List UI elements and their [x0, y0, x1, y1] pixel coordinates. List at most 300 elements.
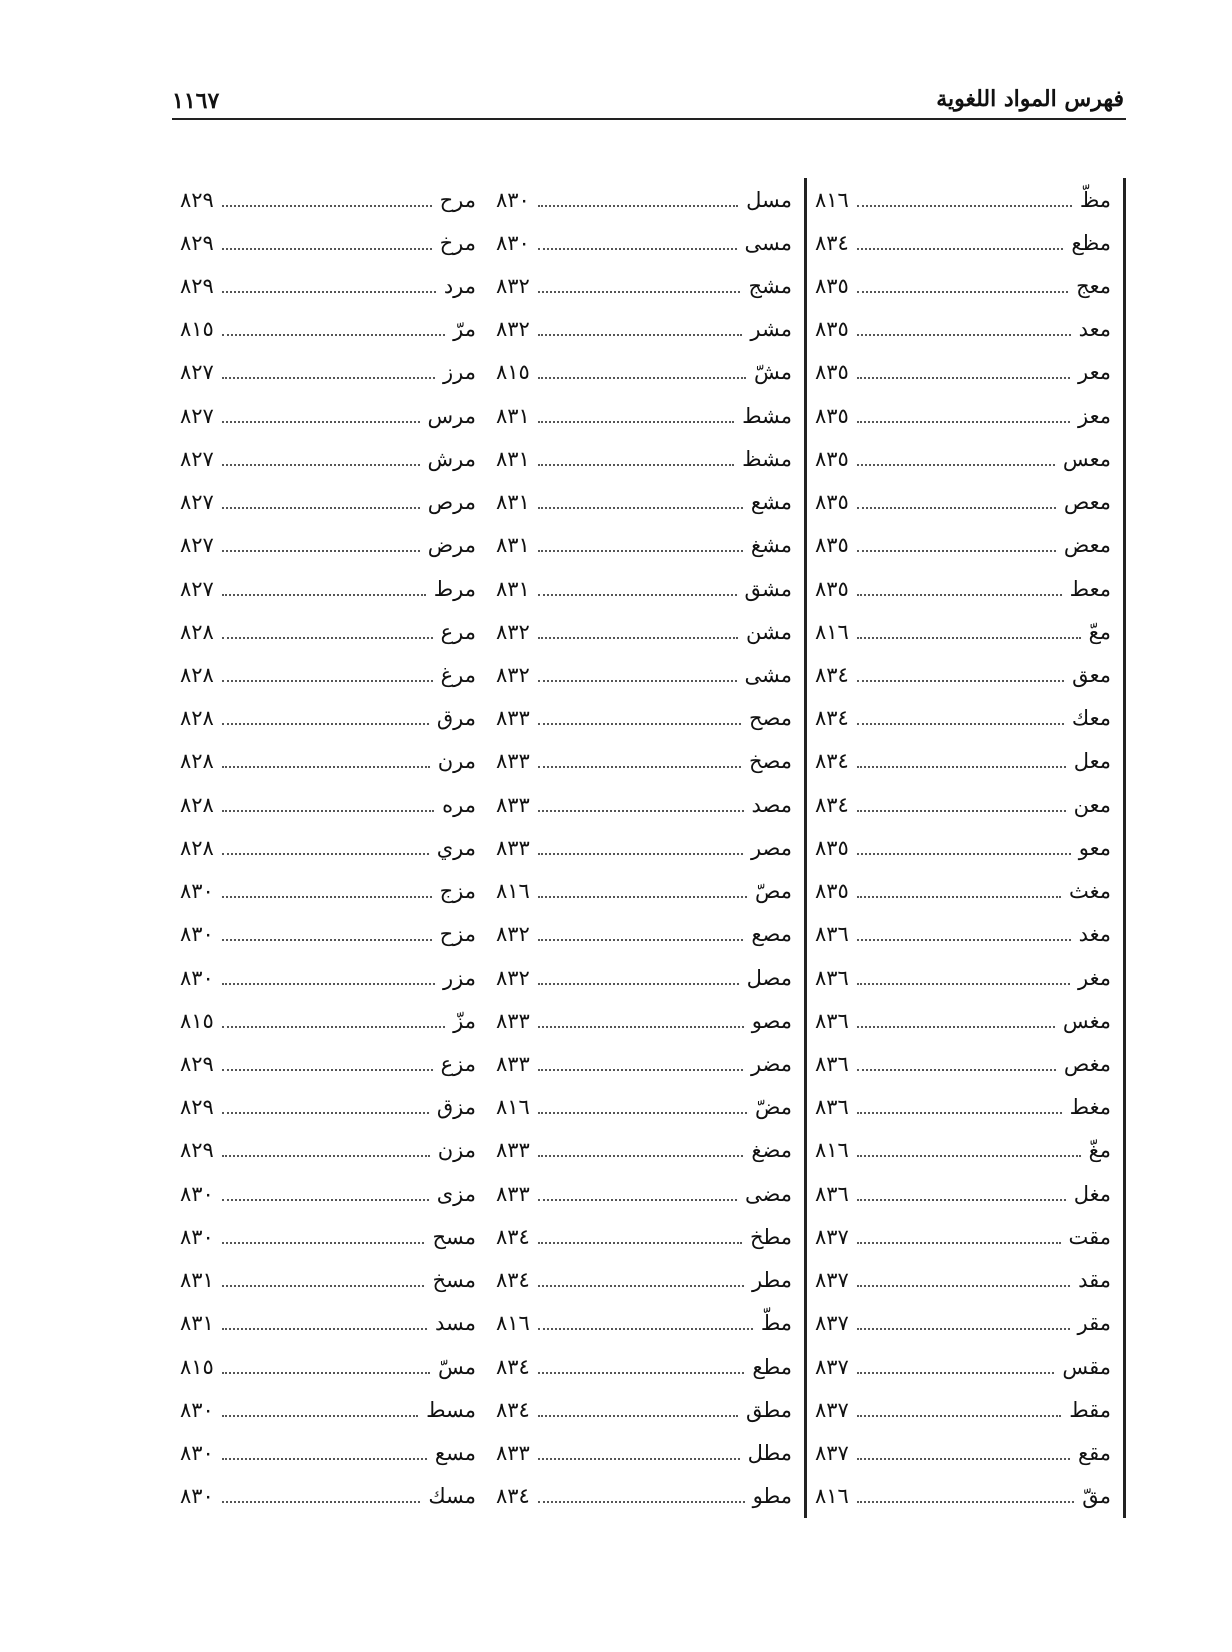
index-entry [815, 567, 1111, 610]
entry-page-number: ٨٣٤ [815, 706, 849, 731]
dot-leader [222, 1199, 429, 1201]
entry-word: مظّ [1079, 187, 1111, 212]
entry-page-number: ٨٢٩ [180, 230, 214, 255]
entry-page-number: ٨٣٣ [496, 1051, 530, 1076]
index-entry [815, 1258, 1111, 1301]
entry-page-number: ٨٣١ [180, 1268, 214, 1293]
entry-page-number: ٨٢٨ [180, 619, 214, 644]
entry-word: مطر [751, 1268, 792, 1293]
entry-page-number: ٨٣٥ [815, 317, 849, 342]
entry-page-number: ٨٣٣ [496, 835, 530, 860]
entry-word: مرد [443, 274, 476, 299]
index-entry [815, 1345, 1111, 1388]
entry-page-number: ٨٣٧ [815, 1311, 849, 1336]
entry-page-number: ٨١٦ [496, 1095, 530, 1120]
entry-word: مصح [748, 706, 792, 731]
dot-leader [857, 507, 1056, 509]
index-entry [180, 1345, 476, 1388]
dot-leader [222, 507, 420, 509]
dot-leader [222, 334, 445, 336]
entry-word: مزع [440, 1051, 476, 1076]
entry-page-number: ٨٣٤ [496, 1268, 530, 1293]
dot-leader [222, 853, 429, 855]
dot-leader [538, 550, 743, 552]
entry-page-number: ٨٣٥ [815, 360, 849, 385]
index-entry [815, 1302, 1111, 1345]
entry-page-number: ٨٣٤ [815, 749, 849, 774]
index-entry [496, 1345, 792, 1388]
entry-word: مغد [1078, 922, 1111, 947]
entry-word: مغص [1063, 1051, 1111, 1076]
dot-leader [222, 637, 433, 639]
index-entry [180, 351, 476, 394]
entry-page-number: ٨١٥ [496, 360, 530, 385]
index-entry [180, 394, 476, 437]
dot-leader [538, 853, 743, 855]
dot-leader [538, 1285, 744, 1287]
dot-leader [857, 680, 1064, 682]
dot-leader [857, 1501, 1074, 1503]
entry-page-number: ٨٣٥ [815, 446, 849, 471]
index-entry [180, 1388, 476, 1431]
index-entry [180, 1172, 476, 1215]
dot-leader [222, 1026, 445, 1028]
index-entry [815, 1431, 1111, 1474]
entry-page-number: ٨٣١ [496, 446, 530, 471]
index-entry [815, 653, 1111, 696]
index-entry [496, 1388, 792, 1431]
dot-leader [857, 723, 1064, 725]
entry-word: معك [1071, 706, 1111, 731]
dot-leader [222, 1242, 425, 1244]
index-entry [180, 264, 476, 307]
dot-leader [538, 1026, 744, 1028]
index-entry [180, 1215, 476, 1258]
dot-leader [857, 248, 1064, 250]
entry-page-number: ٨٢٩ [180, 1095, 214, 1120]
dot-leader [222, 810, 434, 812]
dot-leader [857, 1415, 1061, 1417]
entry-word: مضر [750, 1051, 792, 1076]
index-entry [180, 567, 476, 610]
index-entry [496, 1215, 792, 1258]
entry-word: مقع [1077, 1440, 1111, 1465]
dot-leader [222, 766, 430, 768]
entry-page-number: ٨٣٣ [496, 1181, 530, 1206]
index-entry [496, 1129, 792, 1172]
index-entry [496, 956, 792, 999]
index-entry [815, 221, 1111, 264]
index-entry [496, 567, 792, 610]
index-entry [815, 697, 1111, 740]
entry-word: مقت [1068, 1224, 1111, 1249]
index-entry [496, 524, 792, 567]
index-entry [180, 610, 476, 653]
index-entry [180, 870, 476, 913]
entry-word: مشغ [750, 533, 792, 558]
dot-leader [222, 205, 432, 207]
entry-page-number: ٨٣١ [180, 1311, 214, 1336]
index-entry [180, 221, 476, 264]
index-entry [180, 308, 476, 351]
page-title: فهرس المواد اللغوية [936, 86, 1124, 112]
index-entry [180, 1475, 476, 1518]
entry-page-number: ٨٣٠ [180, 1440, 214, 1465]
index-entry [815, 610, 1111, 653]
entry-page-number: ٨٣٥ [815, 879, 849, 904]
index-entry [496, 913, 792, 956]
entry-word: مقط [1069, 1397, 1111, 1422]
index-entry [496, 697, 792, 740]
dot-leader [538, 896, 747, 898]
dot-leader [538, 1415, 738, 1417]
entry-page-number: ٨٣٥ [815, 274, 849, 299]
entry-word: مزح [439, 922, 476, 947]
dot-leader [538, 1242, 742, 1244]
entry-word: مرغ [440, 663, 476, 688]
index-entry [815, 826, 1111, 869]
dot-leader [538, 1069, 743, 1071]
index-entry [180, 999, 476, 1042]
entry-word: مشظ [742, 446, 792, 471]
entry-page-number: ٨٣٦ [815, 1051, 849, 1076]
index-entry [180, 1258, 476, 1301]
entry-page-number: ٨٣٢ [496, 274, 530, 299]
entry-page-number: ٨٢٧ [180, 403, 214, 428]
index-entry [496, 1302, 792, 1345]
entry-word: مغّ [1088, 1138, 1111, 1163]
dot-leader [538, 507, 743, 509]
dot-leader [857, 1328, 1070, 1330]
dot-leader [222, 723, 429, 725]
dot-leader [222, 464, 420, 466]
index-entry [180, 1431, 476, 1474]
dot-leader [222, 291, 436, 293]
entry-page-number: ٨٣٠ [180, 1484, 214, 1509]
index-entry [815, 178, 1111, 221]
entry-page-number: ٨٣٣ [496, 1138, 530, 1163]
dot-leader [538, 1328, 753, 1330]
dot-leader [222, 896, 432, 898]
index-entry [496, 308, 792, 351]
entry-page-number: ٨٣٦ [815, 922, 849, 947]
dot-leader [222, 680, 433, 682]
dot-leader [538, 939, 744, 941]
entry-word: مصع [751, 922, 792, 947]
index-entry [496, 870, 792, 913]
entry-page-number: ٨٢٨ [180, 706, 214, 731]
dot-leader [222, 1415, 418, 1417]
index-entry [815, 351, 1111, 394]
index-entry [180, 437, 476, 480]
entry-page-number: ٨١٦ [496, 879, 530, 904]
entry-word: معو [1078, 835, 1111, 860]
dot-leader [222, 1501, 420, 1503]
dot-leader [222, 550, 420, 552]
dot-leader [538, 248, 737, 250]
entry-word: معص [1063, 490, 1111, 515]
entry-word: مشى [744, 663, 792, 688]
entry-word: مشق [744, 576, 792, 601]
index-entry [180, 178, 476, 221]
entry-page-number: ٨٣٥ [815, 835, 849, 860]
entry-page-number: ٨٣٦ [815, 1095, 849, 1120]
entry-word: مغط [1069, 1095, 1111, 1120]
entry-page-number: ٨١٥ [180, 317, 214, 342]
index-entry [180, 826, 476, 869]
dot-leader [857, 1155, 1081, 1157]
dot-leader [222, 421, 420, 423]
dot-leader [857, 594, 1062, 596]
entry-word: مظع [1071, 230, 1111, 255]
index-entry [496, 783, 792, 826]
page-header [172, 78, 1126, 120]
entry-word: معز [1078, 403, 1111, 428]
entry-page-number: ٨٢٩ [180, 187, 214, 212]
entry-word: مصد [751, 792, 792, 817]
index-entry [815, 913, 1111, 956]
entry-word: مسك [428, 1484, 476, 1509]
entry-page-number: ٨٣٣ [496, 792, 530, 817]
entry-page-number: ٨٢٧ [180, 576, 214, 601]
entry-page-number: ٨٣٠ [180, 879, 214, 904]
entry-word: مزج [439, 879, 476, 904]
entry-word: مقّ [1082, 1484, 1111, 1509]
dot-leader [538, 464, 734, 466]
entry-word: مري [436, 835, 476, 860]
index-entry [496, 394, 792, 437]
entry-page-number: ٨٣٢ [496, 922, 530, 947]
entry-page-number: ٨١٦ [815, 1484, 849, 1509]
index-entry [180, 524, 476, 567]
entry-word: مقر [1077, 1311, 1111, 1336]
entry-word: مرط [433, 576, 476, 601]
index-entry [815, 1042, 1111, 1085]
entry-word: مشع [750, 490, 792, 515]
dot-leader [857, 1458, 1070, 1460]
dot-leader [857, 983, 1070, 985]
entry-word: مطق [746, 1397, 792, 1422]
dot-leader [222, 939, 432, 941]
index-entry [815, 308, 1111, 351]
entry-word: معد [1078, 317, 1111, 342]
index-column-1 [172, 178, 488, 1518]
dot-leader [222, 1069, 433, 1071]
entry-page-number: ٨٣٤ [815, 792, 849, 817]
entry-page-number: ٨٢٨ [180, 663, 214, 688]
entry-page-number: ٨١٥ [180, 1354, 214, 1379]
entry-word: مزر [443, 965, 476, 990]
index-columns [172, 178, 1126, 1518]
entry-word: مشط [742, 403, 792, 428]
entry-word: مرق [436, 706, 476, 731]
dot-leader [857, 637, 1081, 639]
entry-word: مسح [432, 1224, 476, 1249]
entry-page-number: ٨٣٠ [180, 922, 214, 947]
entry-word: مسى [744, 230, 792, 255]
index-entry [815, 1215, 1111, 1258]
dot-leader [222, 1285, 425, 1287]
entry-word: مصو [751, 1008, 792, 1033]
index-entry [180, 1129, 476, 1172]
dot-leader [538, 723, 741, 725]
index-entry [815, 524, 1111, 567]
dot-leader [538, 810, 744, 812]
dot-leader [538, 637, 738, 639]
entry-word: مسخ [432, 1268, 476, 1293]
dot-leader [857, 1199, 1066, 1201]
dot-leader [538, 334, 743, 336]
index-entry [496, 264, 792, 307]
entry-word: مزن [437, 1138, 476, 1163]
page-number: ١١٦٧ [172, 88, 220, 114]
dot-leader [222, 594, 426, 596]
dot-leader [857, 1242, 1061, 1244]
index-entry [815, 783, 1111, 826]
entry-word: مرز [443, 360, 476, 385]
entry-word: مقس [1062, 1354, 1111, 1379]
entry-word: مرص [427, 490, 476, 515]
index-entry [180, 956, 476, 999]
index-entry [180, 697, 476, 740]
entry-page-number: ٨١٦ [496, 1311, 530, 1336]
entry-word: معس [1062, 446, 1111, 471]
index-column-2 [488, 178, 807, 1518]
entry-word: مسل [746, 187, 792, 212]
entry-page-number: ٨٣٤ [496, 1397, 530, 1422]
entry-word: معّ [1088, 619, 1111, 644]
index-entry [496, 653, 792, 696]
dot-leader [857, 766, 1066, 768]
entry-page-number: ٨٣٠ [496, 230, 530, 255]
index-entry [180, 1042, 476, 1085]
index-entry [815, 1172, 1111, 1215]
entry-word: مغل [1073, 1181, 1111, 1206]
index-entry [180, 653, 476, 696]
entry-word: مشّ [753, 360, 792, 385]
index-entry [496, 1086, 792, 1129]
entry-page-number: ٨٣٧ [815, 1440, 849, 1465]
entry-word: مزّ [453, 1008, 476, 1033]
entry-page-number: ٨١٦ [815, 187, 849, 212]
entry-word: مقد [1078, 1268, 1111, 1293]
entry-page-number: ٨٣٠ [180, 965, 214, 990]
index-entry [815, 1086, 1111, 1129]
index-entry [496, 351, 792, 394]
dot-leader [857, 464, 1055, 466]
dot-leader [538, 1458, 740, 1460]
index-entry [815, 1388, 1111, 1431]
entry-word: مسّ [437, 1354, 476, 1379]
dot-leader [538, 1155, 744, 1157]
entry-word: مطل [747, 1440, 792, 1465]
entry-page-number: ٨٣٤ [496, 1224, 530, 1249]
dot-leader [857, 1372, 1055, 1374]
entry-page-number: ٨٣٤ [815, 230, 849, 255]
index-entry [815, 264, 1111, 307]
entry-page-number: ٨٣٧ [815, 1397, 849, 1422]
dot-leader [857, 939, 1071, 941]
dot-leader [857, 1285, 1070, 1287]
entry-word: مرّ [453, 317, 476, 342]
entry-page-number: ٨٣٧ [815, 1224, 849, 1249]
entry-word: مرش [427, 446, 476, 471]
index-entry [496, 826, 792, 869]
dot-leader [857, 377, 1070, 379]
entry-page-number: ٨٣١ [496, 403, 530, 428]
entry-word: مطو [752, 1484, 792, 1509]
entry-word: مزى [436, 1181, 476, 1206]
entry-page-number: ٨٣٣ [496, 749, 530, 774]
entry-page-number: ٨٣٠ [180, 1397, 214, 1422]
index-entry [180, 1302, 476, 1345]
index-entry [496, 481, 792, 524]
entry-word: معط [1069, 576, 1111, 601]
entry-page-number: ٨٣٥ [815, 533, 849, 558]
dot-leader [538, 1199, 737, 1201]
index-entry [180, 740, 476, 783]
entry-page-number: ٨٢٩ [180, 1051, 214, 1076]
dot-leader [222, 1155, 430, 1157]
entry-page-number: ٨٣٦ [815, 1181, 849, 1206]
dot-leader [857, 1069, 1056, 1071]
index-entry [496, 1258, 792, 1301]
dot-leader [857, 550, 1056, 552]
index-entry [496, 999, 792, 1042]
entry-word: مرض [427, 533, 476, 558]
dot-leader [222, 1112, 429, 1114]
entry-page-number: ٨٣٠ [180, 1181, 214, 1206]
dot-leader [857, 334, 1071, 336]
entry-page-number: ٨٣٤ [496, 1354, 530, 1379]
index-entry [815, 740, 1111, 783]
index-entry [180, 913, 476, 956]
dot-leader [538, 1372, 745, 1374]
entry-word: مغس [1062, 1008, 1111, 1033]
entry-page-number: ٨٣٥ [815, 403, 849, 428]
dot-leader [538, 594, 737, 596]
entry-page-number: ٨٣٧ [815, 1268, 849, 1293]
entry-page-number: ٨٣٥ [815, 576, 849, 601]
entry-page-number: ٨١٥ [180, 1008, 214, 1033]
entry-word: مضغ [751, 1138, 792, 1163]
entry-word: مرح [439, 187, 476, 212]
dot-leader [857, 421, 1070, 423]
entry-word: مضّ [755, 1095, 792, 1120]
index-entry [496, 740, 792, 783]
entry-word: معر [1078, 360, 1111, 385]
index-entry [496, 610, 792, 653]
index-entry [496, 1431, 792, 1474]
entry-word: معن [1073, 792, 1111, 817]
entry-page-number: ٨٢٨ [180, 749, 214, 774]
index-column-3 [807, 178, 1126, 1518]
dot-leader [538, 291, 741, 293]
dot-leader [857, 205, 1072, 207]
index-entry [180, 481, 476, 524]
entry-word: مطخ [749, 1224, 792, 1249]
entry-page-number: ٨٣٣ [496, 1440, 530, 1465]
index-entry [815, 999, 1111, 1042]
entry-page-number: ٨٢٩ [180, 1138, 214, 1163]
entry-word: مطع [752, 1354, 792, 1379]
dot-leader [222, 248, 432, 250]
dot-leader [538, 1112, 747, 1114]
index-entry [180, 783, 476, 826]
index-entry [815, 481, 1111, 524]
dot-leader [538, 421, 734, 423]
dot-leader [857, 291, 1068, 293]
